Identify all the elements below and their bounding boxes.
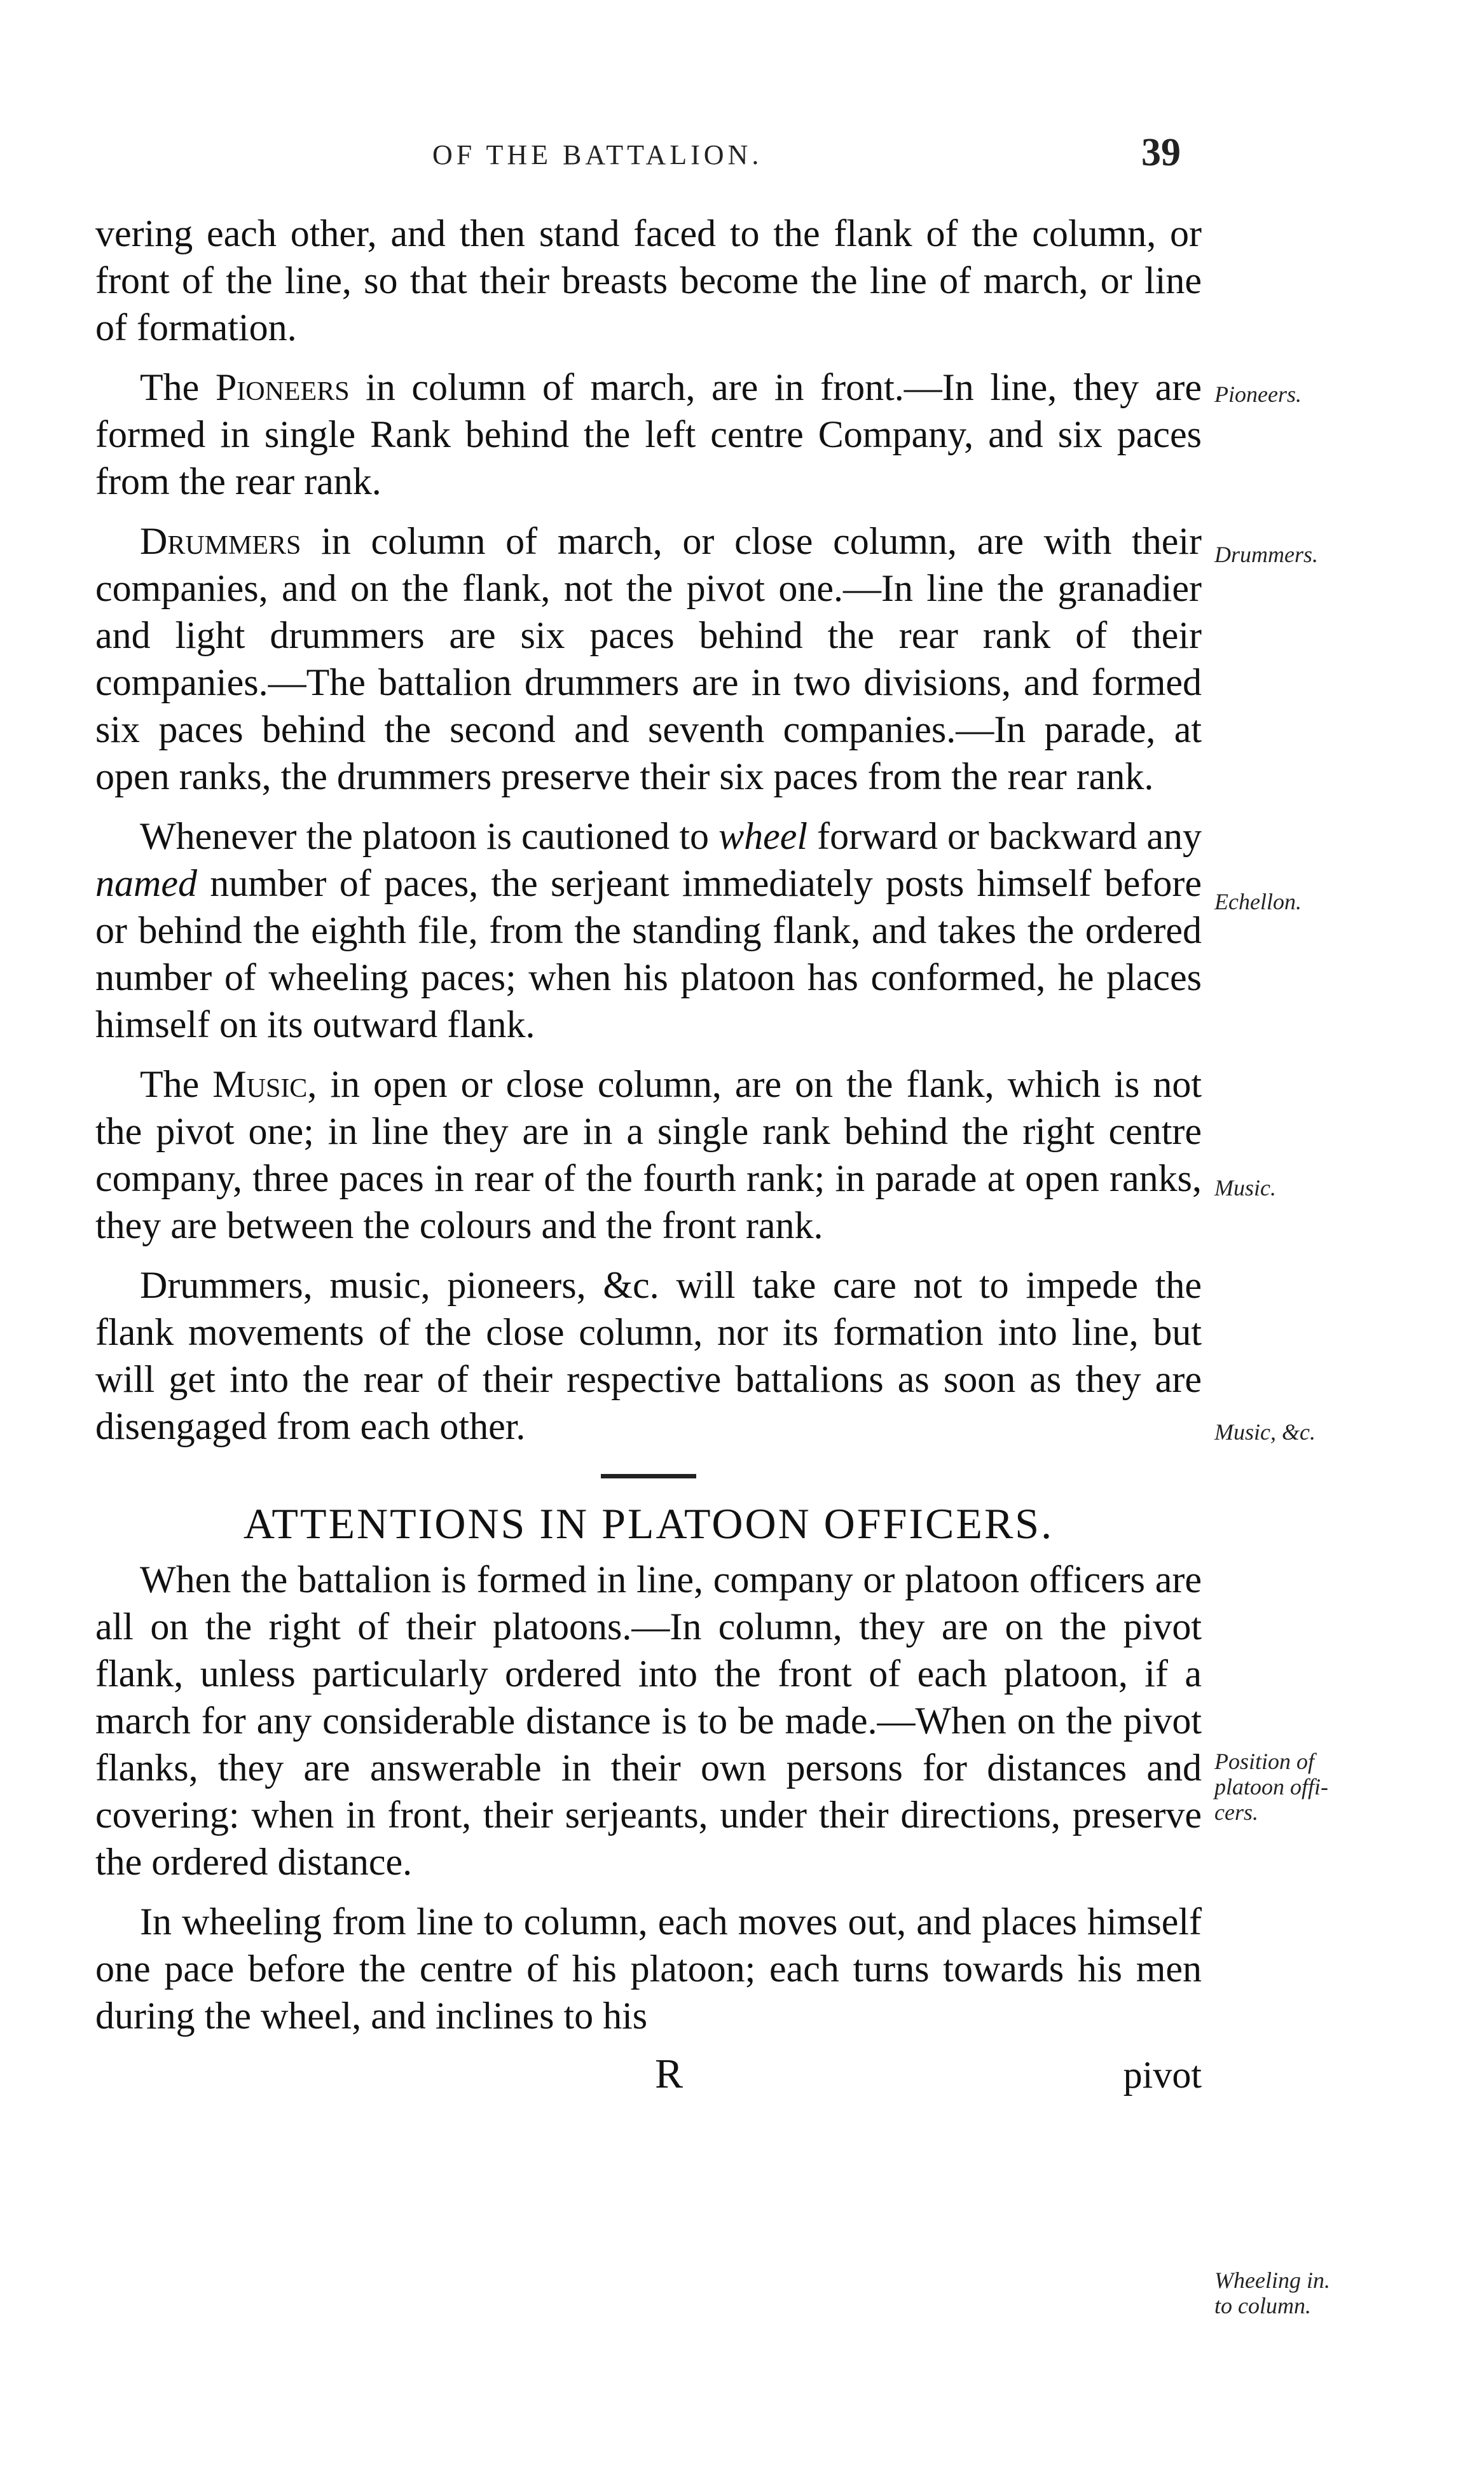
page-number: 39 bbox=[1141, 131, 1181, 174]
term-pioneers: Pioneers bbox=[215, 366, 350, 408]
paragraph-platoon-officers: When the battalion is formed in line, company or platoon officers are all on the right of their platoons.—In column, they are on the pivot flank, unless particularly ordered into the front of each platoon, if a march for any considerable distance is to be made.—When on the pivot flanks, they are answerable in their own persons for distances and covering: when in front, their serjeants, under their directions, preserve the ordered distance. bbox=[95, 1559, 1202, 1883]
paragraph-music-etc: Drummers, music, pioneers, &c. will take care not to impede the flank movements of the close column, nor its formation into line, but will get into the rear of their respective battalions as soon as they are disengaged from each other. bbox=[95, 1264, 1202, 1447]
margin-note-wheeling bbox=[1214, 2268, 1330, 2318]
italic-named: named bbox=[95, 862, 197, 904]
margin-note-pioneers: Pioneers. bbox=[1214, 382, 1302, 407]
margin-note-line: cers. bbox=[1214, 1800, 1258, 1825]
margin-note-echellon: Echellon. bbox=[1214, 889, 1302, 914]
para-text: in column of march, or close column, are with their companies, and on the flank, not the pivot one.—In line the granadier and light drummers are six paces behind the rear rank of their companies.—The battalion drummers are in two divisions, and formed six paces behind the second and seventh companies.—In parade, at open ranks, the drummers preserve their six paces from the rear rank. bbox=[95, 520, 1202, 797]
paragraph-echellon bbox=[95, 813, 1202, 1048]
paragraph-wheeling: In wheeling from line to column, each moves out, and places himself one pace before the centre of his platoon; each turns towards his men during the wheel, and inclines to his bbox=[95, 1901, 1202, 2037]
para-intro: The bbox=[140, 366, 200, 408]
signature-mark: R bbox=[655, 2051, 684, 2097]
term-drummers: Drummers bbox=[140, 520, 301, 562]
section-divider bbox=[601, 1474, 696, 1478]
paragraph-music bbox=[95, 1061, 1202, 1249]
para-intro: The bbox=[140, 1063, 200, 1105]
italic-wheel: wheel bbox=[718, 815, 808, 857]
margin-note-line: platoon offi- bbox=[1214, 1774, 1328, 1800]
para-text: forward or backward any bbox=[807, 815, 1202, 857]
margin-note-music: Music. bbox=[1214, 1175, 1276, 1201]
paragraph-pioneers bbox=[95, 364, 1202, 505]
page-footer bbox=[95, 2051, 1202, 2098]
margin-note-line: to column. bbox=[1214, 2293, 1311, 2318]
catchword: pivot bbox=[1123, 2054, 1202, 2096]
term-music: Music bbox=[212, 1063, 308, 1105]
section-heading: ATTENTIONS IN PLATOON OFFICERS. bbox=[243, 1499, 1054, 1548]
para-text: , in open or close column, are on the flank, which is not the pivot one; in line they are in a single rank behind the right centre company, three paces in rear of the fourth rank; in parade at open ranks, they are between the colours and the front rank. bbox=[95, 1063, 1202, 1246]
margin-note-line: Wheeling in. bbox=[1214, 2268, 1330, 2293]
para-text: Whenever the platoon is cautioned to bbox=[140, 815, 719, 857]
para-text: number of paces, the serjeant immediately posts himself before or behind the eighth file, from the standing flank, and takes the ordered number of wheeling paces; when his platoon has conformed, he places himself on its outward flank. bbox=[95, 862, 1202, 1045]
margin-note-line: Position of bbox=[1214, 1749, 1315, 1774]
margin-note-drummers: Drummers. bbox=[1214, 542, 1319, 567]
running-head: OF THE BATTALION. bbox=[432, 139, 763, 170]
para-text: in column of march, are in front.—In line, they are formed in single Rank behind the left centre Company, and six paces from the rear rank. bbox=[95, 366, 1202, 502]
paragraph-continuation: vering each other, and then stand faced to the flank of the column, or front of the line, so that their breasts become the line of march, or line of formation. bbox=[95, 212, 1202, 348]
margin-note-music-etc: Music, &c. bbox=[1214, 1419, 1316, 1445]
body-text bbox=[95, 210, 1202, 2098]
paragraph-drummers bbox=[95, 518, 1202, 800]
margin-note-position bbox=[1214, 1749, 1328, 1825]
